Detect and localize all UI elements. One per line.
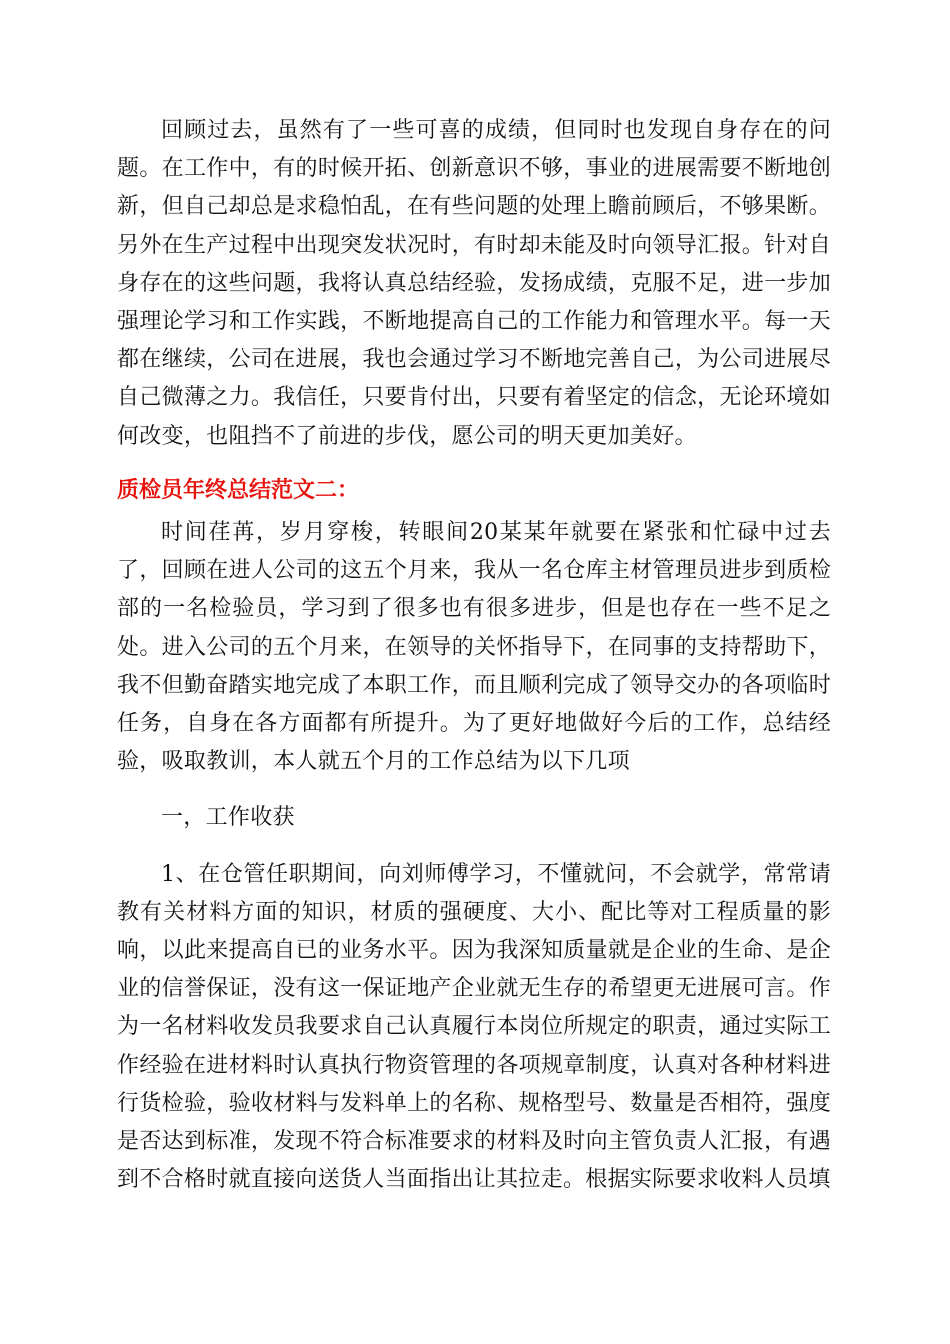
section-heading: 质检员年终总结范文二： [117, 477, 360, 503]
subsection-title: 一，工作收获 [161, 805, 295, 831]
document-page [117, 112, 831, 1199]
paragraph-intro: 时间荏苒，岁月穿梭，转眼间20某某年就要在紧张和忙碌中过去了，回顾在进人公司的这五个月来，我从一名仓库主材管理员进步到质检部的一名检验员，学习到了很多也有很多进步，但是也存在一些不足之处。进入公司的五个月来，在领导的关怀指导下，在同事的支持帮助下，我不但勤奋踏实地完成了本职工作，而且顺利完成了领导交办的各项临时任务，自身在各方面都有所提升。为了更好地做好今后的工作，总结经验，吸取教训，本人就五个月的工作总结为以下几项 [117, 520, 831, 775]
paragraph-item-1: 1、在仓管任职期间，向刘师傅学习，不懂就问，不会就学，常常请教有关材料方面的知识，材质的强硬度、大小、配比等对工程质量的影响，以此来提高自已的业务水平。因为我深知质量就是企业的生命、是企业的信誉保证，没有这一保证地产企业就无生存的希望更无进展可言。作为一名材料收发员我要求自己认真履行本岗位所规定的职责，通过实际工作经验在进材料时认真执行物资管理的各项规章制度，认真对各种材料进行货检验，验收材料与发料单上的名称、规格型号、数量是否相符，强度是否达到标准，发现不符合标准要求的材料及时向主管负责人汇报，有遇到不合格时就直接向送货人当面指出让其拉走。根据实际要求收料人员填 [117, 861, 831, 1193]
paragraph-review: 回顾过去，虽然有了一些可喜的成绩，但同时也发现自身存在的问题。在工作中，有的时候开拓、创新意识不够，事业的进展需要不断地创新，但自己却总是求稳怕乱，在有些问题的处理上瞻前顾后，不够果断。另外在生产过程中出现突发状况时，有时却未能及时向领导汇报。针对自身存在的这些问题，我将认真总结经验，发扬成绩，克服不足，进一步加强理论学习和工作实践，不断地提高自己的工作能力和管理水平。每一天都在继续，公司在进展，我也会通过学习不断地完善自己，为公司进展尽自己微薄之力。我信任，只要肯付出，只要有着坚定的信念，无论环境如何改变，也阻挡不了前进的步伐，愿公司的明天更加美好。 [117, 118, 831, 449]
